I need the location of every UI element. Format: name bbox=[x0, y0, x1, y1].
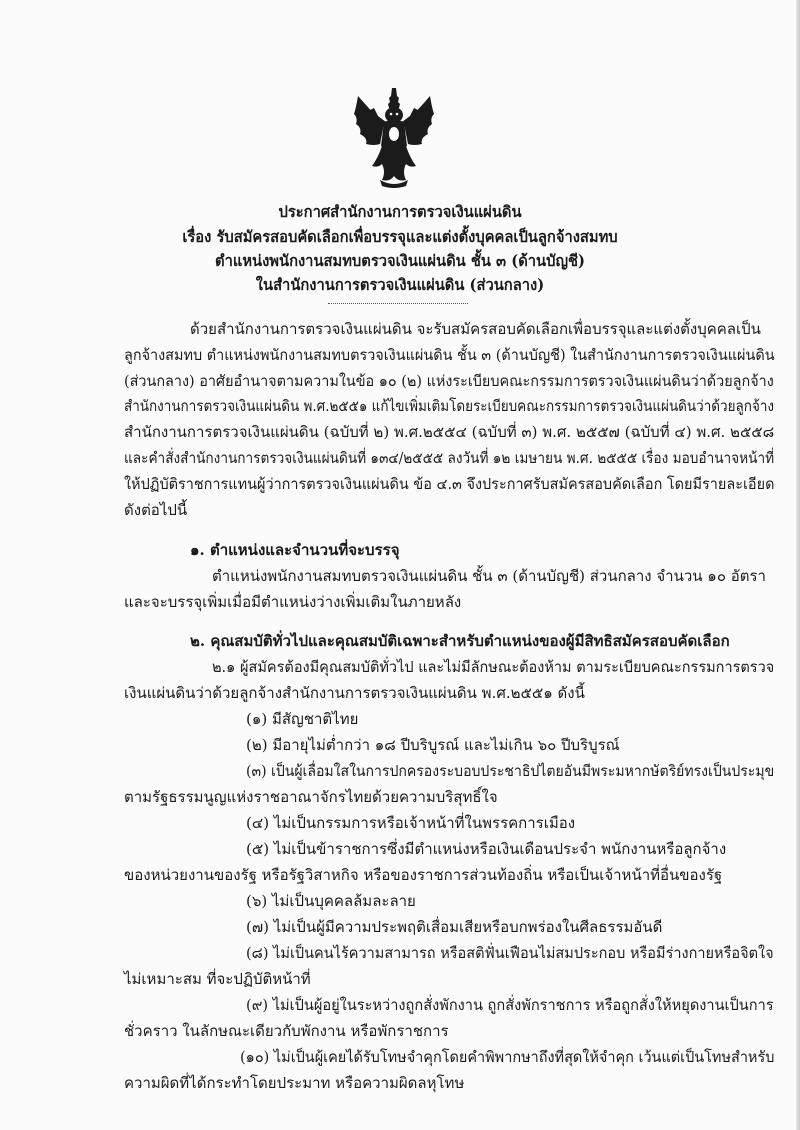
garuda-emblem-icon bbox=[352, 88, 436, 188]
section2-sub1-line: ๒.๑ ผู้สมัครต้องมีคุณสมบัติทั่วไป และไม่มีลักษณะต้องห้าม ตามระเบียบคณะกรรมการตรวจ bbox=[212, 658, 775, 676]
qualification-item: (๙) ไม่เป็นผู้อยู่ในระหว่างถูกสั่งพักงาน ถูกสั่งพักราชการ หรือถูกสั่งให้หยุดงานเป็นการ bbox=[246, 996, 774, 1014]
qualification-item: (๑๐) ไม่เป็นผู้เคยได้รับโทษจำคุกโดยคำพิพากษาถึงที่สุดให้จำคุก เว้นแต่เป็นโทษสำหรับ bbox=[240, 1048, 775, 1066]
qualification-item: (๓) เป็นผู้เลื่อมใสในการปกครองระบอบประชาธิปไตยอันมีพระมหากษัตริย์ทรงเป็นประมุข bbox=[246, 762, 775, 780]
intro-line: (ส่วนกลาง) อาศัยอำนาจตามความในข้อ ๑๐ (๒) แห่งระเบียบคณะกรรมการตรวจเงินแผ่นดินว่าด้วยลูกจ้าง bbox=[124, 372, 774, 390]
intro-line: ด้วยสำนักงานการตรวจเงินแผ่นดิน จะรับสมัครสอบคัดเลือกเพื่อบรรจุและแต่งตั้งบุคคลเป็น bbox=[190, 320, 761, 338]
qualification-item: (๕) ไม่เป็นข้าราชการซึ่งมีตำแหน่งหรือเงินเดือนประจำ พนักงานหรือลูกจ้าง bbox=[246, 840, 727, 858]
qualification-item-cont: ของหน่วยงานของรัฐ หรือรัฐวิสาหกิจ หรือของราชการส่วนท้องถิ่น หรือเป็นเจ้าหน้าที่อื่นของรัฐ bbox=[124, 866, 723, 884]
page-edge bbox=[796, 0, 800, 1130]
section1-body-line: และจะบรรจุเพิ่มเมื่อมีตำแหน่งว่างเพิ่มเติมในภายหลัง bbox=[124, 593, 462, 611]
section1-heading: ๑. ตำแหน่งและจำนวนที่จะบรรจุ bbox=[190, 541, 400, 559]
intro-line: สำนักงานการตรวจเงินแผ่นดิน (ฉบับที่ ๒) พ.ศ.๒๕๕๔ (ฉบับที่ ๓) พ.ศ. ๒๕๕๗ (ฉบับที่ ๔) พ.ศ. ๒๕๕๘ bbox=[124, 423, 775, 441]
qualification-item-cont: ไม่เหมาะสม ที่จะปฏิบัติหน้าที่ bbox=[124, 970, 311, 988]
qualification-item-cont: ความผิดที่ได้กระทำโดยประมาท หรือความผิดลหุโทษ bbox=[124, 1074, 465, 1092]
qualification-item: (๗) ไม่เป็นผู้มีความประพฤติเสื่อมเสียหรือบกพร่องในศีลธรรมอันดี bbox=[246, 918, 663, 936]
qualification-item: (๔) ไม่เป็นกรรมการหรือเจ้าหน้าที่ในพรรคการเมือง bbox=[246, 814, 576, 832]
title-divider bbox=[328, 303, 468, 304]
announcement-title: ประกาศสำนักงานการตรวจเงินแผ่นดิน bbox=[278, 202, 522, 221]
qualification-item-cont: ชั่วคราว ในลักษณะเดียวกับพักงาน หรือพักราชการ bbox=[124, 1022, 449, 1040]
section2-sub1-line: เงินแผ่นดินว่าด้วยลูกจ้างสำนักงานการตรวจเงินแผ่นดิน พ.ศ.๒๕๕๑ ดังนี้ bbox=[124, 684, 585, 702]
intro-line: สำนักงานการตรวจเงินแผ่นดิน พ.ศ.๒๕๕๑ แก้ไขเพิ่มเติมโดยระเบียบคณะกรรมการตรวจเงินแผ่นดินว่าด้วยลูกจ้าง bbox=[124, 397, 775, 415]
intro-line: ลูกจ้างสมทบ ตำแหน่งพนักงานสมทบตรวจเงินแผ่นดิน ชั้น ๓ (ด้านบัญชี) ในสำนักงานการตรวจเงินแผ่นดิน bbox=[124, 346, 775, 364]
announcement-office: ในสำนักงานการตรวจเงินแผ่นดิน (ส่วนกลาง) bbox=[255, 275, 545, 294]
qualification-item: (๘) ไม่เป็นคนไร้ความสามารถ หรือสติฟั่นเฟือนไม่สมประกอบ หรือมีร่างกายหรือจิตใจ bbox=[246, 944, 774, 962]
intro-line: ให้ปฏิบัติราชการแทนผู้ว่าการตรวจเงินแผ่นดิน ข้อ ๔.๓ จึงประกาศรับสมัครสอบคัดเลือก โดยมีรายละเอียด bbox=[124, 475, 775, 493]
section1-body-line: ตำแหน่งพนักงานสมทบตรวจเงินแผ่นดิน ชั้น ๓ (ด้านบัญชี) ส่วนกลาง จำนวน ๑๐ อัตรา bbox=[212, 567, 766, 585]
intro-line: ดังต่อไปนี้ bbox=[124, 501, 188, 519]
qualification-item-cont: ตามรัฐธรรมนูญแห่งราชอาณาจักรไทยด้วยความบริสุทธิ์ใจ bbox=[124, 788, 498, 806]
announcement-subject: เรื่อง รับสมัครสอบคัดเลือกเพื่อบรรจุและแต่งตั้งบุคคลเป็นลูกจ้างสมทบ bbox=[182, 227, 618, 246]
qualification-item: (๖) ไม่เป็นบุคคลล้มละลาย bbox=[246, 892, 416, 910]
announcement-position: ตำแหน่งพนักงานสมทบตรวจเงินแผ่นดิน ชั้น ๓ (ด้านบัญชี) bbox=[215, 251, 585, 270]
section2-heading: ๒. คุณสมบัติทั่วไปและคุณสมบัติเฉพาะสำหรับตำแหน่งของผู้มีสิทธิสมัครสอบคัดเลือก bbox=[190, 632, 730, 650]
intro-line: และคำสั่งสำนักงานการตรวจเงินแผ่นดินที่ ๑๓๔/๒๕๕๕ ลงวันที่ ๑๒ เมษายน พ.ศ. ๒๕๕๕ เรื่อง มอบอำนาจหน้าที่ bbox=[124, 449, 775, 467]
qualification-item: (๑) มีสัญชาติไทย bbox=[246, 710, 359, 728]
qualification-item: (๒) มีอายุไม่ต่ำกว่า ๑๘ ปีบริบูรณ์ และไม่เกิน ๖๐ ปีบริบูรณ์ bbox=[246, 736, 620, 754]
